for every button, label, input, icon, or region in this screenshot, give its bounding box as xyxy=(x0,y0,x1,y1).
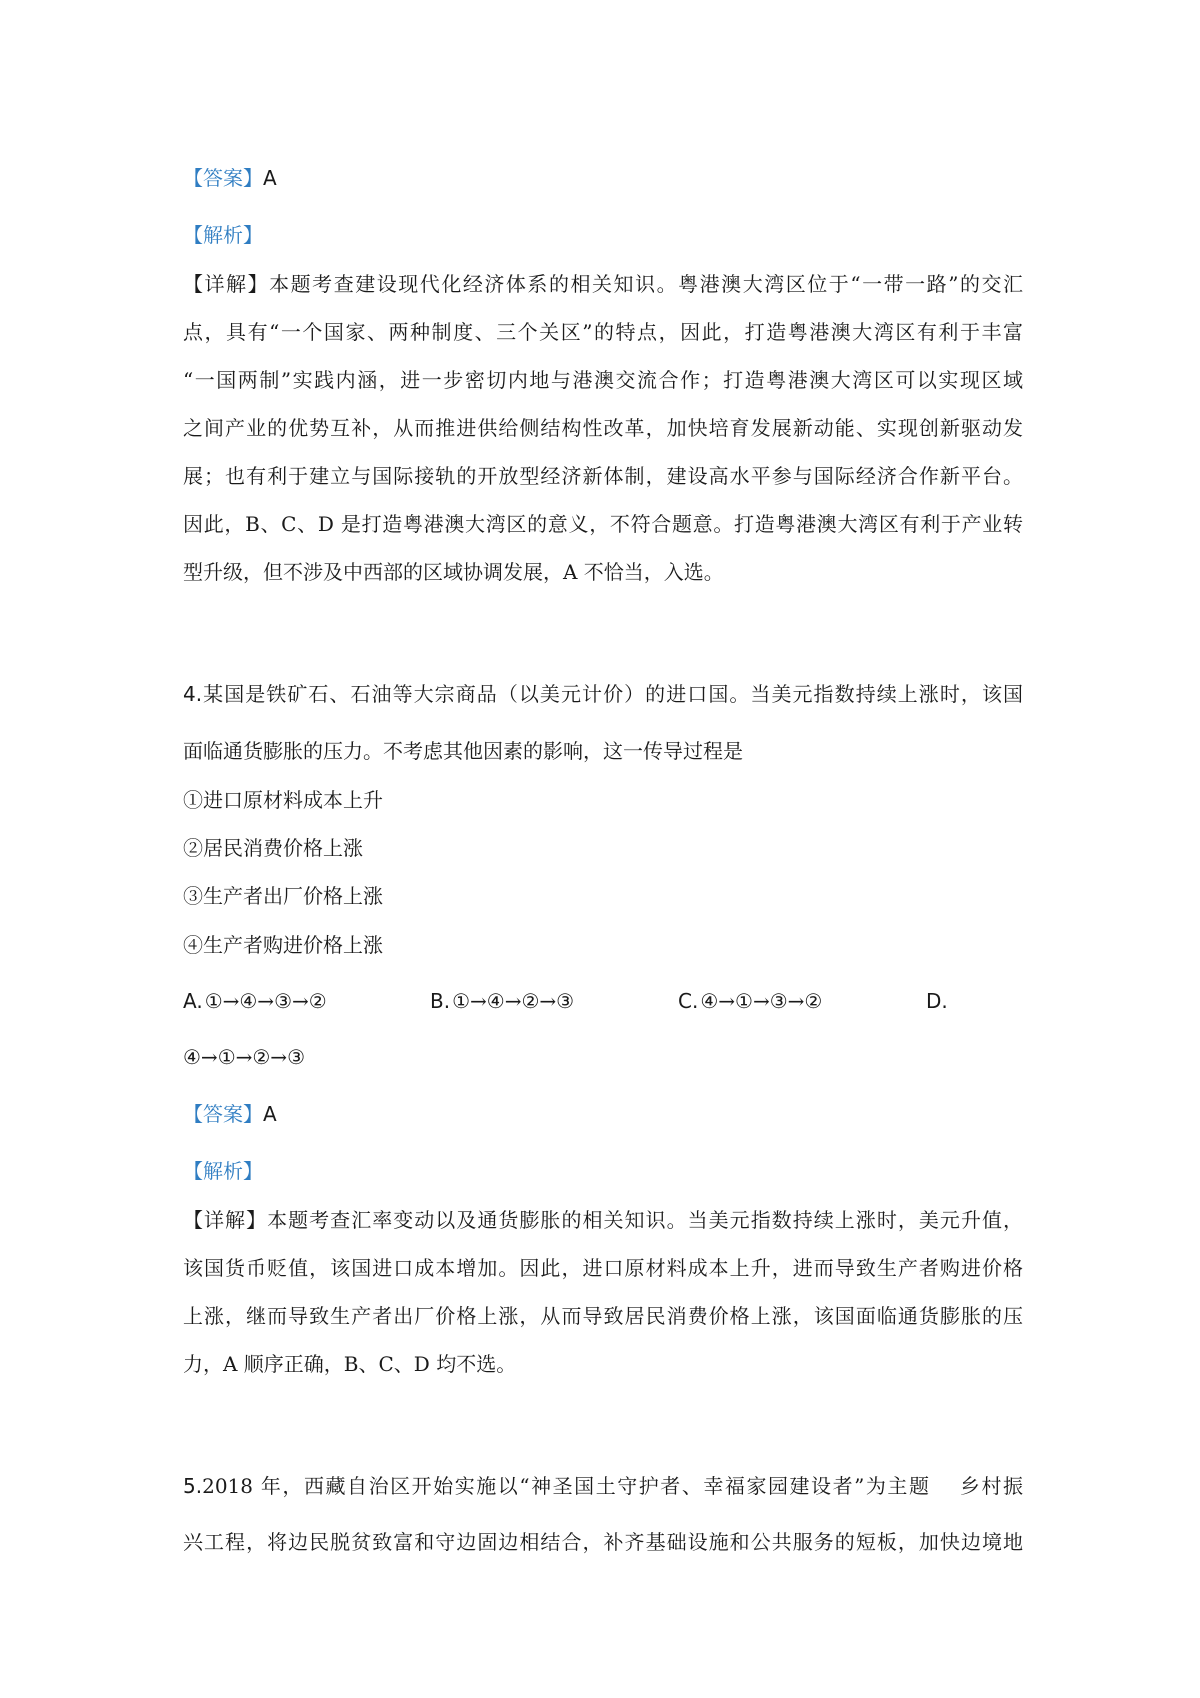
option-c xyxy=(678,987,822,1015)
q4-stem-line: 面临通货膨胀的压力。不考虑其他因素的影响，这一传导过程是 xyxy=(183,739,743,763)
option-text: ④→①→③→② xyxy=(700,989,823,1013)
q3-detail-line: 【详解】本题考查建设现代化经济体系的相关知识。粤港澳大湾区位于“一带一路”的交汇 xyxy=(183,272,1023,296)
option-text: ①→④→②→③ xyxy=(452,989,575,1013)
q3-detail-line: 点，具有“一个国家、两种制度、三个关区”的特点，因此，打造粤港澳大湾区有利于丰富 xyxy=(183,320,1023,344)
option-d xyxy=(926,987,950,1015)
q3-detail-line: 之间产业的优势互补，从而推进供给侧结构性改革，加快培育发展新动能、实现创新驱动发 xyxy=(183,416,1023,440)
answer-tag: 【答案】 xyxy=(183,1102,263,1126)
analysis-tag: 【解析】 xyxy=(183,223,263,247)
question-number: 5. xyxy=(183,1474,203,1498)
q4-item: ②居民消费价格上涨 xyxy=(183,836,363,860)
option-letter: B. xyxy=(430,989,451,1013)
q3-detail-line: 展；也有利于建立与国际接轨的开放型经济新体制，建设高水平参与国际经济合作新平台。 xyxy=(183,464,1023,488)
option-text: ①→④→③→② xyxy=(204,989,327,1013)
q3-answer-line xyxy=(183,164,1023,192)
option-b xyxy=(430,987,574,1015)
q4-item: ③生产者出厂价格上涨 xyxy=(183,884,383,908)
option-letter: C. xyxy=(678,989,699,1013)
question-number: 4. xyxy=(183,682,203,706)
analysis-tag: 【解析】 xyxy=(183,1159,263,1183)
option-letter: D. xyxy=(926,989,948,1013)
q4-item: ④生产者购进价格上涨 xyxy=(183,933,383,957)
q4-answer-line xyxy=(183,1100,1023,1128)
q3-detail-line: 型升级，但不涉及中西部的区域协调发展，A 不恰当，入选。 xyxy=(183,560,724,584)
q4-analysis-line xyxy=(183,1157,1023,1185)
answer-value: A xyxy=(263,166,277,190)
q3-analysis-line xyxy=(183,221,1023,249)
option-d-text: ④→①→②→③ xyxy=(183,1045,305,1069)
q3-detail-line: “一国两制”实践内涵，进一步密切内地与港澳交流合作；打造粤港澳大湾区可以实现区域 xyxy=(183,368,1023,392)
q5-stem-line: 兴工程，将边民脱贫致富和守边固边相结合，补齐基础设施和公共服务的短板，加快边境地 xyxy=(183,1530,1023,1554)
option-letter: A. xyxy=(183,989,203,1013)
q4-detail-line: 【详解】本题考查汇率变动以及通货膨胀的相关知识。当美元指数持续上涨时，美元升值， xyxy=(183,1208,1023,1232)
q4-detail-line: 力，A 顺序正确，B、C、D 均不选。 xyxy=(183,1352,517,1376)
q4-detail-line: 上涨，继而导致生产者出厂价格上涨，从而导致居民消费价格上涨，该国面临通货膨胀的压 xyxy=(183,1304,1023,1328)
q4-item: ①进口原材料成本上升 xyxy=(183,788,383,812)
q3-detail-line: 因此，B、C、D 是打造粤港澳大湾区的意义，不符合题意。打造粤港澳大湾区有利于产业转 xyxy=(183,512,1023,536)
q5-stem-line: 5.2018 年，西藏自治区开始实施以“神圣国土守护者、幸福家园建设者”为主题 乡村振 xyxy=(183,1474,1023,1498)
q4-detail-line: 该国货币贬值，该国进口成本增加。因此，进口原材料成本上升，进而导致生产者购进价格 xyxy=(183,1256,1023,1280)
answer-tag: 【答案】 xyxy=(183,166,263,190)
q4-stem-line: 4.某国是铁矿石、石油等大宗商品（以美元计价）的进口国。当美元指数持续上涨时，该国 xyxy=(183,682,1023,706)
answer-value: A xyxy=(263,1102,277,1126)
option-a xyxy=(183,987,327,1015)
